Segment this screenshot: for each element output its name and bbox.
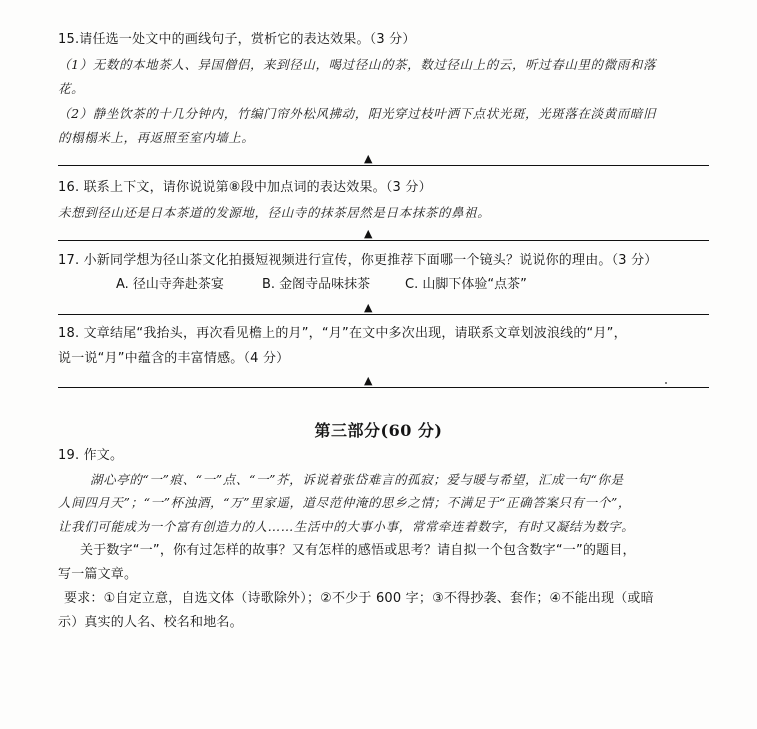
q19-prompt-line-2: 人间四月天”；“一”杯浊酒，“万”里家遥，道尽范仲淹的思乡之情；不满足于“正确答案只有一个”， bbox=[58, 495, 631, 510]
q18-answer-line bbox=[58, 387, 709, 388]
part-three-title: 第三部分(60 分) bbox=[314, 421, 443, 440]
q15-sentence-2-line-2: 的榻榻米上，再返照至室内墙上。 bbox=[58, 130, 255, 145]
q15-sentence-1-line-1: （1）无数的本地茶人、异国僧侣，来到径山，喝过径山的茶，数过径山上的云，听过春山里的微雨和落 bbox=[58, 57, 657, 72]
q18-stem-line-2: 说一说“月”中蕴含的丰富情感。（4 分） bbox=[58, 351, 290, 366]
q17-option-c: C. 山脚下体验“点茶” bbox=[405, 277, 527, 292]
q19-heading: 19. 作文。 bbox=[58, 448, 124, 463]
q17-answer-line bbox=[58, 314, 709, 315]
q15-sentence-2-line-1: （2）静坐饮茶的十几分钟内，竹编门帘外松风拂动，阳光穿过枝叶洒下点状光斑，光斑落在淡黄而暗旧 bbox=[58, 106, 657, 121]
q15-sentence-1-line-2: 花。 bbox=[58, 81, 85, 96]
q15-answer-marker: ▲ bbox=[364, 152, 373, 165]
q16-quote: 未想到径山还是日本茶道的发源地，径山寺的抹茶居然是日本抹茶的鼻祖。 bbox=[58, 205, 491, 220]
q16-answer-line bbox=[58, 240, 709, 241]
q16-answer-marker: ▲ bbox=[364, 227, 373, 240]
q19-prompt-line-1: 湖心亭的“一”痕、“一”点、“一”芥，诉说着张岱难言的孤寂；爱与暖与希望，汇成一句“你是 bbox=[90, 472, 624, 487]
q15-answer-line bbox=[58, 165, 709, 166]
q18-stem-line-1: 18. 文章结尾“我抬头，再次看见檐上的月”，“月”在文中多次出现，请联系文章划波浪线的“月”， bbox=[58, 326, 627, 341]
scan-speck bbox=[665, 382, 667, 384]
q19-requirements-line-2: 示）真实的人名、校名和地名。 bbox=[58, 615, 243, 630]
q19-task-line-1: 关于数字“一”，你有过怎样的故事？又有怎样的感悟或思考？请自拟一个包含数字“一”的题目， bbox=[80, 543, 636, 558]
q16-stem: 16. 联系上下文，请你说说第⑧段中加点词的表达效果。（3 分） bbox=[58, 180, 432, 195]
q19-task-line-2: 写一篇文章。 bbox=[58, 567, 138, 582]
q19-requirements-line-1: 要求：①自定立意，自选文体（诗歌除外）；②不少于 600 字；③不得抄袭、套作；④不能出现（或暗 bbox=[64, 591, 654, 606]
q15-stem: 15.请任选一处文中的画线句子，赏析它的表达效果。（3 分） bbox=[58, 32, 416, 47]
q17-option-b: B. 金阁寺品味抹茶 bbox=[262, 277, 371, 292]
q17-answer-marker: ▲ bbox=[364, 301, 373, 314]
q17-option-a: A. 径山寺奔赴茶宴 bbox=[116, 277, 224, 292]
q17-stem: 17. 小新同学想为径山茶文化拍摄短视频进行宣传，你更推荐下面哪一个镜头？说说你的理由。（3 分） bbox=[58, 253, 658, 268]
q18-answer-marker: ▲ bbox=[364, 374, 373, 387]
q19-prompt-line-3: 让我们可能成为一个富有创造力的人……生活中的大事小事，常常牵连着数字，有时又凝结为数字。 bbox=[58, 519, 635, 534]
